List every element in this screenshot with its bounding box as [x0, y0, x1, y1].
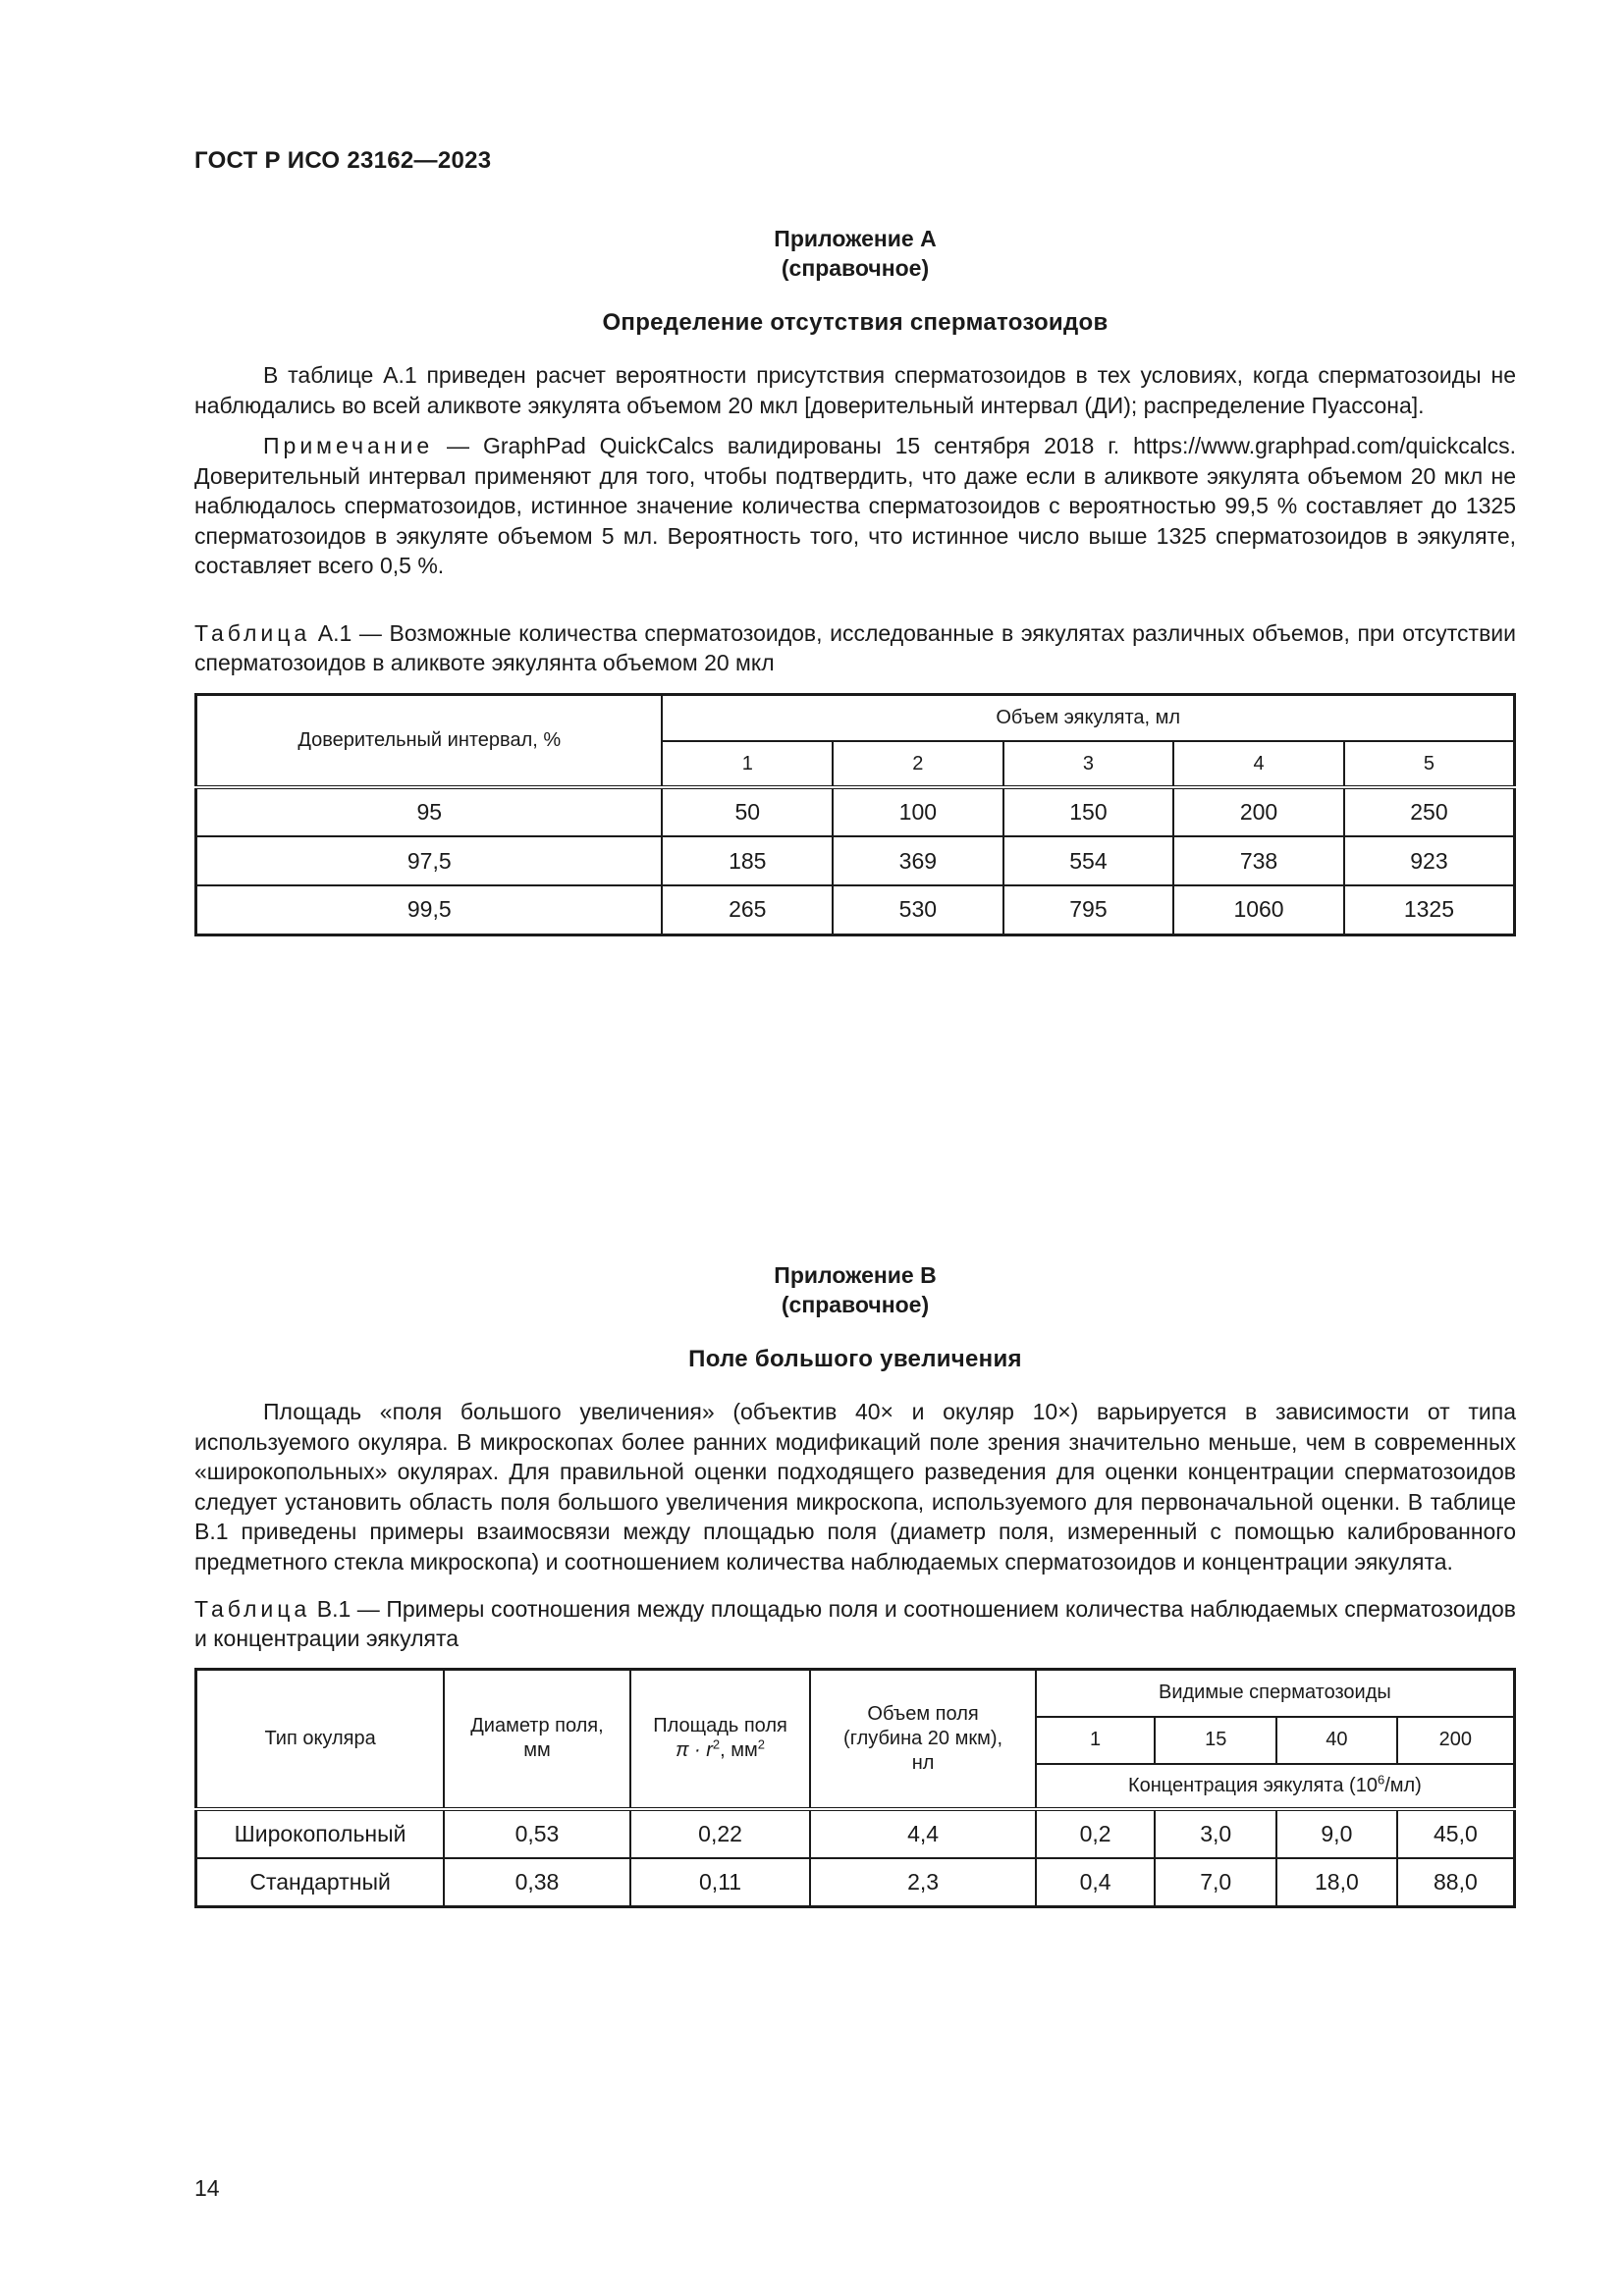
appendix-b: [194, 1260, 1516, 1908]
table-cell: 738: [1173, 836, 1344, 885]
page-number: 14: [194, 2175, 220, 2201]
table-a1-label: Таблица: [194, 619, 311, 646]
formula-unit: , мм: [720, 1739, 758, 1762]
table-row: [196, 1858, 1515, 1907]
table-cell: 250: [1344, 787, 1515, 836]
table-cell: 265: [662, 885, 833, 934]
table-cell: 1325: [1344, 885, 1515, 934]
table-cell: 0,22: [630, 1809, 811, 1858]
appendix-b-title-line2: (справочное): [781, 1292, 930, 1317]
table-a1-volume-3: 3: [1003, 741, 1174, 787]
table-cell: 88,0: [1397, 1858, 1515, 1907]
table-a1-ci: 95: [196, 787, 663, 836]
table-b1-caption-text: В.1 — Примеры соотношения между площадью поля и соотношением количества наблюдаемых сперматозоидов и концентрации эякулята: [194, 1596, 1516, 1651]
header-text: Площадь поля: [653, 1715, 787, 1737]
table-b1-header-diameter: [444, 1670, 630, 1809]
appendix-a-heading: Определение отсутствия сперматозоидов: [602, 309, 1109, 336]
header-text: нл: [911, 1751, 935, 1774]
table-cell: 45,0: [1397, 1809, 1515, 1858]
table-cell: 150: [1003, 787, 1174, 836]
table-b1-header-volume: [810, 1670, 1035, 1809]
header-text: Объем поля: [867, 1702, 979, 1725]
header-text: Концентрация эякулята (10: [1127, 1774, 1378, 1796]
table-cell: 0,2: [1036, 1809, 1156, 1858]
table-cell: 18,0: [1276, 1858, 1397, 1907]
table-cell: 185: [662, 836, 833, 885]
table-cell: 369: [833, 836, 1003, 885]
table-a1-caption-text: А.1 — Возможные количества сперматозоидов, исследованные в эякулятах различных объемов, при отсутствии сперматозоидов в аликвоте эякулянта объемом 20 мкл: [194, 619, 1516, 675]
table-b1-count-200: 200: [1397, 1717, 1515, 1764]
table-a1-header-volume: Объем эякулята, мл: [662, 694, 1514, 741]
appendix-a-paragraph: В таблице А.1 приведен расчет вероятности присутствия сперматозоидов в тех условиях, когда сперматозоиды не наблюдались во всей аликвоте эякулята объемом 20 мкл [доверительный интервал (ДИ); распределение Пуассона].: [194, 362, 1516, 418]
table-a1-ci: 97,5: [196, 836, 663, 885]
table-row: [196, 787, 1515, 836]
table-b1-header-visible: Видимые сперматозоиды: [1036, 1670, 1515, 1717]
superscript: 6: [1377, 1771, 1385, 1787]
appendix-a-title-line2: (справочное): [781, 255, 930, 281]
table-b1-count-15: 15: [1155, 1717, 1276, 1764]
table-cell: 2,3: [810, 1858, 1035, 1907]
appendix-b-title: [194, 1260, 1516, 1319]
table-cell: 923: [1344, 836, 1515, 885]
table-cell: 0,38: [444, 1858, 630, 1907]
table-cell: 50: [662, 787, 833, 836]
table-b1-caption: [194, 1594, 1516, 1653]
appendix-a-title-line1: Приложение А: [774, 226, 937, 251]
table-b1-header-concentration: [1036, 1764, 1515, 1809]
table-b1: [194, 1668, 1516, 1908]
table-cell: 0,53: [444, 1809, 630, 1858]
table-a1-header-ci: Доверительный интервал, %: [196, 694, 663, 787]
table-cell: 100: [833, 787, 1003, 836]
table-cell: 7,0: [1155, 1858, 1276, 1907]
header-text: мм: [523, 1739, 551, 1762]
table-a1-ci: 99,5: [196, 885, 663, 934]
table-b1-label: Таблица: [194, 1596, 311, 1622]
table-a1: [194, 693, 1516, 936]
superscript: 2: [757, 1736, 766, 1752]
appendix-a-note: [194, 431, 1516, 581]
table-b1-header-area: [630, 1670, 811, 1809]
table-a1-volume-2: 2: [833, 741, 1003, 787]
table-cell: 3,0: [1155, 1809, 1276, 1858]
table-row: [196, 885, 1515, 934]
appendix-a: [194, 224, 1516, 936]
appendix-b-title-line1: Приложение В: [774, 1262, 937, 1288]
appendix-b-paragraph: Площадь «поля большого увеличения» (объектив 40× и окуляр 10×) варьируется в зависимости от типа используемого окуляра. В микроскопах более ранних модификаций поле зрения значительно меньше, чем в современных «широкопольных» окулярах. Для правильной оценки подходящего разведения для оценки концентрации сперматозоидов следует установить область поля большого увеличения микроскопа, используемого для первоначальной оценки. В таблице В.1 приведены примеры взаимосвязи между площадью поля (диаметр поля, измеренный с помощью калиброванного предметного стекла микроскопа) и соотношением количества наблюдаемых сперматозоидов и концентрации эякулята.: [194, 1399, 1516, 1575]
header-text: /мл): [1384, 1774, 1422, 1796]
table-b1-count-1: 1: [1036, 1717, 1156, 1764]
table-cell: 1060: [1173, 885, 1344, 934]
header-text: Диаметр поля,: [470, 1715, 604, 1737]
table-a1-volume-5: 5: [1344, 741, 1515, 787]
table-cell: 4,4: [810, 1809, 1035, 1858]
formula-text: π · r: [676, 1739, 713, 1762]
note-label: Примечание: [263, 433, 434, 458]
appendix-b-heading: Поле большого увеличения: [688, 1346, 1022, 1372]
header-text: (глубина 20 мкм),: [843, 1727, 1003, 1749]
table-b1-type: Широкопольный: [196, 1809, 445, 1858]
table-cell: 0,4: [1036, 1858, 1156, 1907]
table-row: [196, 836, 1515, 885]
table-cell: 9,0: [1276, 1809, 1397, 1858]
table-a1-volume-1: 1: [662, 741, 833, 787]
table-row: [196, 1809, 1515, 1858]
appendix-a-title: [194, 224, 1516, 283]
table-cell: 795: [1003, 885, 1174, 934]
note-text: — GraphPad QuickCalcs валидированы 15 сентября 2018 г. https://www.graphpad.com/quickcalcs. Доверительный интервал применяют для того, чтобы подтвердить, что даже если в аликвоте эякулята объемом 20 мкл не наблюдалось сперматозоидов, истинное значение количества сперматозоидов с вероятностью 99,5 % составляет до 1325 сперматозоидов в эякуляте объемом 5 мл. Вероятность того, что истинное число выше 1325 сперматозоидов в эякуляте, составляет всего 0,5 %.: [194, 433, 1516, 578]
superscript: 2: [712, 1736, 721, 1752]
table-b1-type: Стандартный: [196, 1858, 445, 1907]
table-b1-header-type: Тип окуляра: [196, 1670, 445, 1809]
table-a1-caption: [194, 618, 1516, 677]
area-formula: [631, 1738, 810, 1763]
table-a1-volume-4: 4: [1173, 741, 1344, 787]
table-cell: 530: [833, 885, 1003, 934]
table-b1-count-40: 40: [1276, 1717, 1397, 1764]
table-cell: 0,11: [630, 1858, 811, 1907]
document-header: ГОСТ Р ИСО 23162—2023: [194, 147, 492, 174]
table-cell: 554: [1003, 836, 1174, 885]
table-cell: 200: [1173, 787, 1344, 836]
